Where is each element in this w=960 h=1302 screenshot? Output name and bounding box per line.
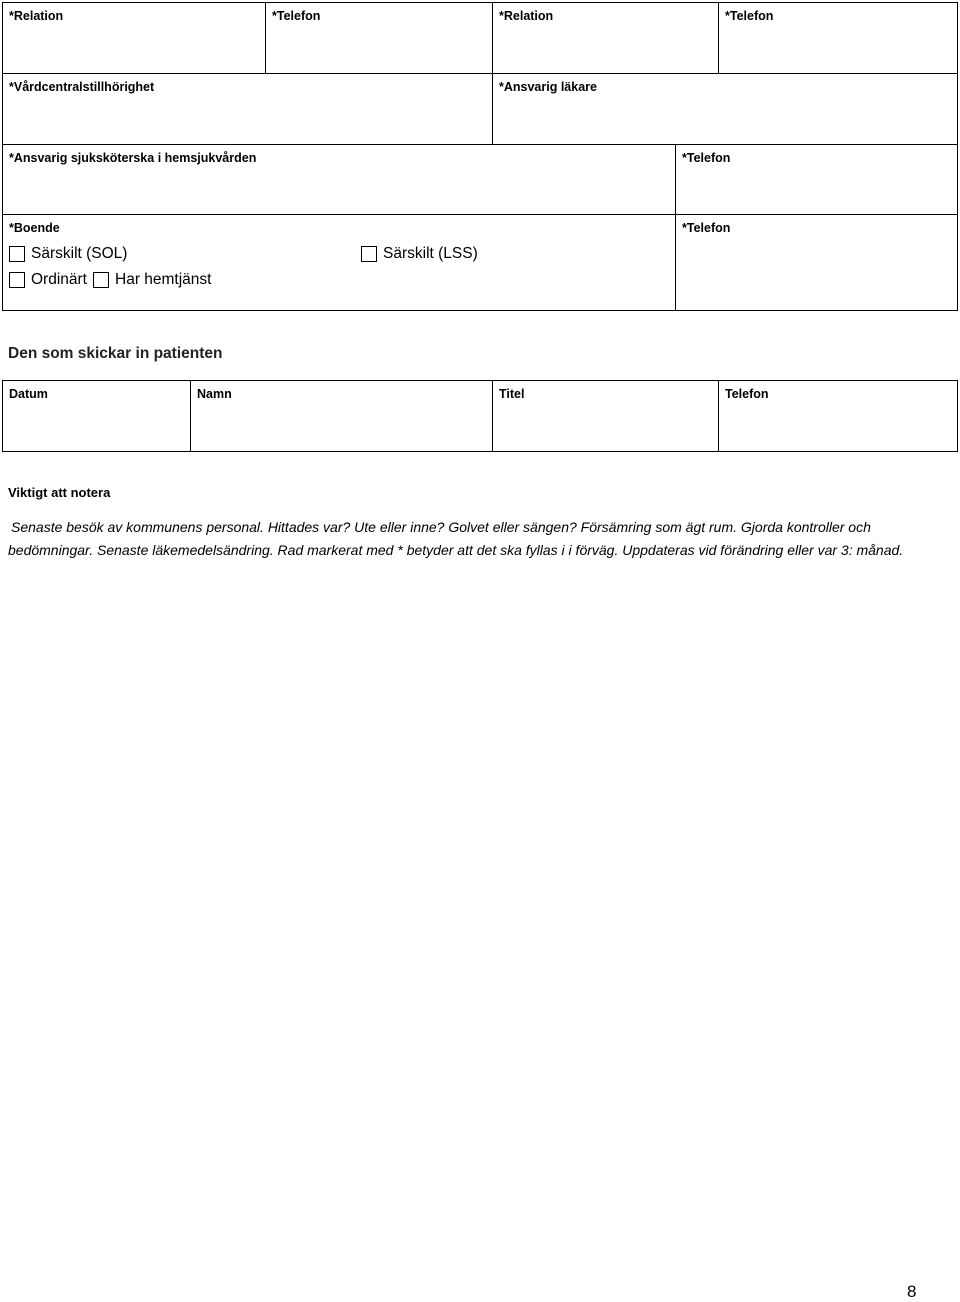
nurse-row [2, 144, 958, 214]
care-center-field[interactable] [2, 73, 492, 144]
field-label: *Ansvarig sjuksköterska i hemsjukvården [9, 151, 257, 165]
field-label: *Relation [9, 9, 64, 23]
name-field[interactable] [190, 380, 492, 452]
field-label: *Telefon [682, 151, 731, 165]
field-label: *Telefon [725, 9, 774, 23]
notes-text: Senaste besök av kommunens personal. Hittades var? Ute eller inne? Golvet eller sängen? Försämring som ägt rum. Gjorda kontroller och bedömningar. Senaste läkemedelsändring. Rad markerat med * betyder att det ska fyllas i i förväg. Uppdateras vid förändring eller var 3: månad. [8, 519, 904, 558]
field-label: Datum [9, 387, 48, 401]
housing-line-special [9, 245, 669, 263]
sender-section-title: Den som skickar in patienten [8, 345, 223, 362]
checkbox-ordinary[interactable] [9, 272, 25, 288]
housing-phone-field[interactable] [675, 214, 958, 311]
responsible-doctor-field[interactable] [492, 73, 958, 144]
field-label: Namn [197, 387, 232, 401]
checkbox-lss[interactable] [361, 246, 377, 262]
checkbox-home-care[interactable] [93, 272, 109, 288]
housing-field [2, 214, 675, 311]
housing-row [2, 214, 958, 311]
option-ordinary-label: Ordinärt [31, 271, 87, 288]
option-home-care-label: Har hemtjänst [115, 271, 212, 288]
sender-row [2, 380, 958, 452]
field-label: *Telefon [682, 221, 731, 235]
contact-row [2, 2, 958, 73]
responsible-nurse-field[interactable] [2, 144, 675, 214]
option-sol-label: Särskilt (SOL) [31, 245, 128, 262]
title-field[interactable] [492, 380, 718, 452]
field-label: *Vårdcentralstillhörighet [9, 80, 155, 94]
phone-field-1[interactable] [265, 2, 492, 73]
sender-phone-field[interactable] [718, 380, 958, 452]
housing-label: *Boende [9, 221, 60, 235]
housing-line-ordinary [9, 271, 669, 289]
relation-field-1[interactable] [2, 2, 265, 73]
page-number: 8 [907, 1282, 917, 1301]
care-row [2, 73, 958, 144]
checkbox-sol[interactable] [9, 246, 25, 262]
field-label: Telefon [725, 387, 769, 401]
nurse-phone-field[interactable] [675, 144, 958, 214]
field-label: *Ansvarig läkare [499, 80, 597, 94]
field-label: *Relation [499, 9, 554, 23]
option-lss-label: Särskilt (LSS) [383, 245, 478, 262]
notes-title: Viktigt att notera [8, 485, 111, 500]
field-label: *Telefon [272, 9, 321, 23]
date-field[interactable] [2, 380, 190, 452]
phone-field-2[interactable] [718, 2, 958, 73]
relation-field-2[interactable] [492, 2, 718, 73]
field-label: Titel [499, 387, 525, 401]
